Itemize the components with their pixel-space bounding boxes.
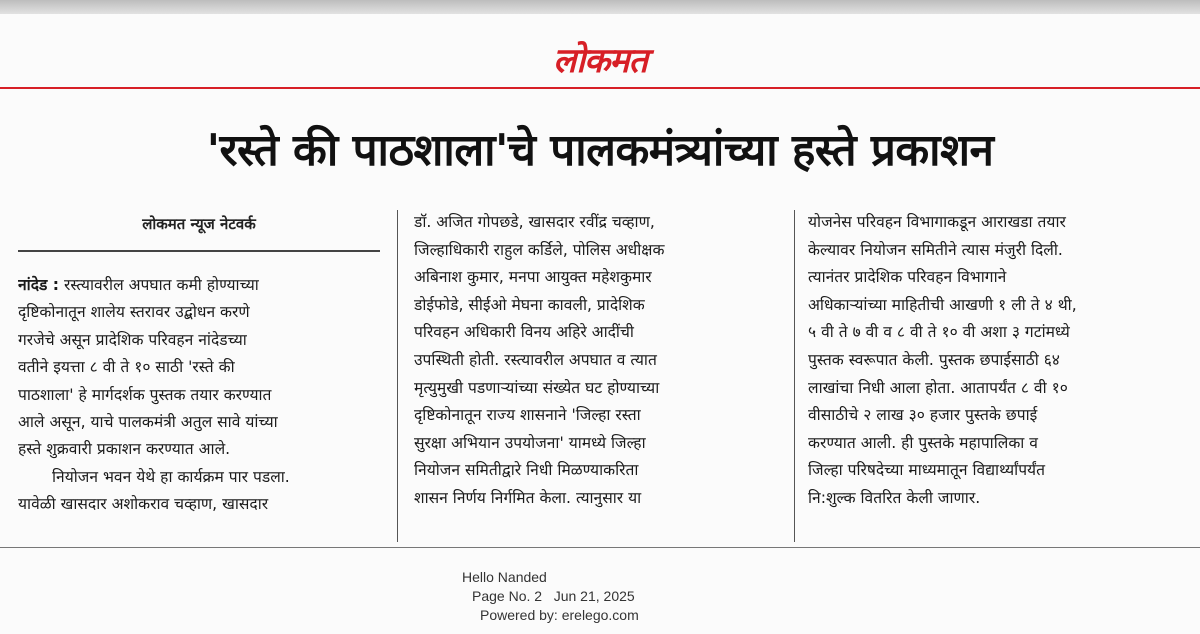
column-line: डोईफोडे, सीईओ मेघना कावली, प्रादेशिक <box>414 295 645 314</box>
article-column-2 <box>414 209 780 513</box>
column-line: नांदेड : रस्त्यावरील अपघात कमी होण्याच्या <box>18 276 259 294</box>
column-line: केल्यावर नियोजन समितीने त्यास मंजुरी दिली. <box>808 240 1063 259</box>
column-line: जिल्हा परिषदेच्या माध्यमातून विद्यार्थ्यांपर्यंत <box>808 461 1045 480</box>
column-line: आले असून, याचे पालकमंत्री अतुल सावे यांच्या <box>18 413 278 432</box>
article-column-1 <box>18 272 380 519</box>
column-line: वतीने इयत्ता ८ वी ते १० साठी 'रस्ते की <box>18 358 235 377</box>
column-line: लाखांचा निधी आला होता. आतापर्यंत ८ वी १० <box>808 378 1068 397</box>
column-line: दृष्टिकोनातून राज्य शासनाने 'जिल्हा रस्ता <box>414 406 641 425</box>
column-line: दृष्टिकोनातून शालेय स्तरावर उद्बोधन करणे <box>18 303 250 322</box>
column-line: करण्यात आली. ही पुस्तके महापालिका व <box>808 433 1038 452</box>
column-line: पाठशाला' हे मार्गदर्शक पुस्तक तयार करण्यात <box>18 385 272 404</box>
masthead-rule <box>0 87 1200 89</box>
column-line: सुरक्षा अभियान उपयोजना' यामध्ये जिल्हा <box>414 433 646 452</box>
column-line: योजनेस परिवहन विभागाकडून आराखडा तयार <box>808 213 1066 231</box>
column-divider <box>794 210 795 542</box>
column-line: हस्ते शुक्रवारी प्रकाशन करण्यात आले. <box>18 440 231 459</box>
column-line: गरजेचे असून प्रादेशिक परिवहन नांदेडच्या <box>18 330 247 349</box>
page-and-date: Page No. 2 Jun 21, 2025 <box>472 588 635 604</box>
column-line: मृत्युमुखी पडणाऱ्यांच्या संख्येत घट होण्याच्या <box>414 378 660 397</box>
column-line: नियोजन भवन येथे हा कार्यक्रम पार पडला. <box>52 467 290 486</box>
column-line: उपस्थिती होती. रस्त्यावरील अपघात व त्यात <box>414 350 657 369</box>
article-bottom-rule <box>0 547 1200 548</box>
column-line: नियोजन समितीद्वारे निधी मिळण्याकरिता <box>414 461 639 480</box>
column-line: त्यानंतर प्रादेशिक परिवहन विभागाने <box>808 268 1007 287</box>
column-line: शासन निर्णय निर्गमित केला. त्यानुसार या <box>414 488 642 507</box>
top-edge <box>0 0 1200 14</box>
powered-by: Powered by: erelego.com <box>480 607 639 623</box>
byline: लोकमत न्यूज नेटवर्क <box>142 215 256 233</box>
newspaper-clipping <box>0 14 1200 634</box>
column-line: ५ वी ते ७ वी व ८ वी ते १० वी अशा ३ गटांमध्ये <box>808 323 1070 342</box>
column-line: जिल्हाधिकारी राहुल कर्डिले, पोलिस अधीक्षक <box>414 240 665 259</box>
column-line: डॉ. अजित गोपछडे, खासदार रवींद्र चव्हाण, <box>414 213 655 231</box>
dateline: नांदेड : <box>18 276 59 294</box>
byline-rule <box>18 250 380 252</box>
column-line: परिवहन अधिकारी विनय अहिरे आदींची <box>414 323 634 342</box>
article-column-3 <box>808 209 1180 513</box>
column-line: यावेळी खासदार अशोकराव चव्हाण, खासदार <box>18 495 269 514</box>
column-divider <box>397 210 398 542</box>
column-line: अबिनाश कुमार, मनपा आयुक्त महेशकुमार <box>414 268 652 287</box>
column-line: पुस्तक स्वरूपात केली. पुस्तक छपाईसाठी ६४ <box>808 350 1060 369</box>
publication-name: Hello Nanded <box>462 569 547 585</box>
masthead-logo: लोकमत <box>553 41 647 81</box>
column-line: वीसाठीचे २ लाख ३० हजार पुस्तके छपाई <box>808 406 1038 425</box>
column-line: नि:शुल्क वितरित केली जाणार. <box>808 488 981 507</box>
column-line: अधिकाऱ्यांच्या माहितीची आखणी १ ली ते ४ थी, <box>808 295 1077 314</box>
headline: 'रस्ते की पाठशाला'चे पालकमंत्र्यांच्या हस्ते प्रकाशन <box>206 125 994 176</box>
